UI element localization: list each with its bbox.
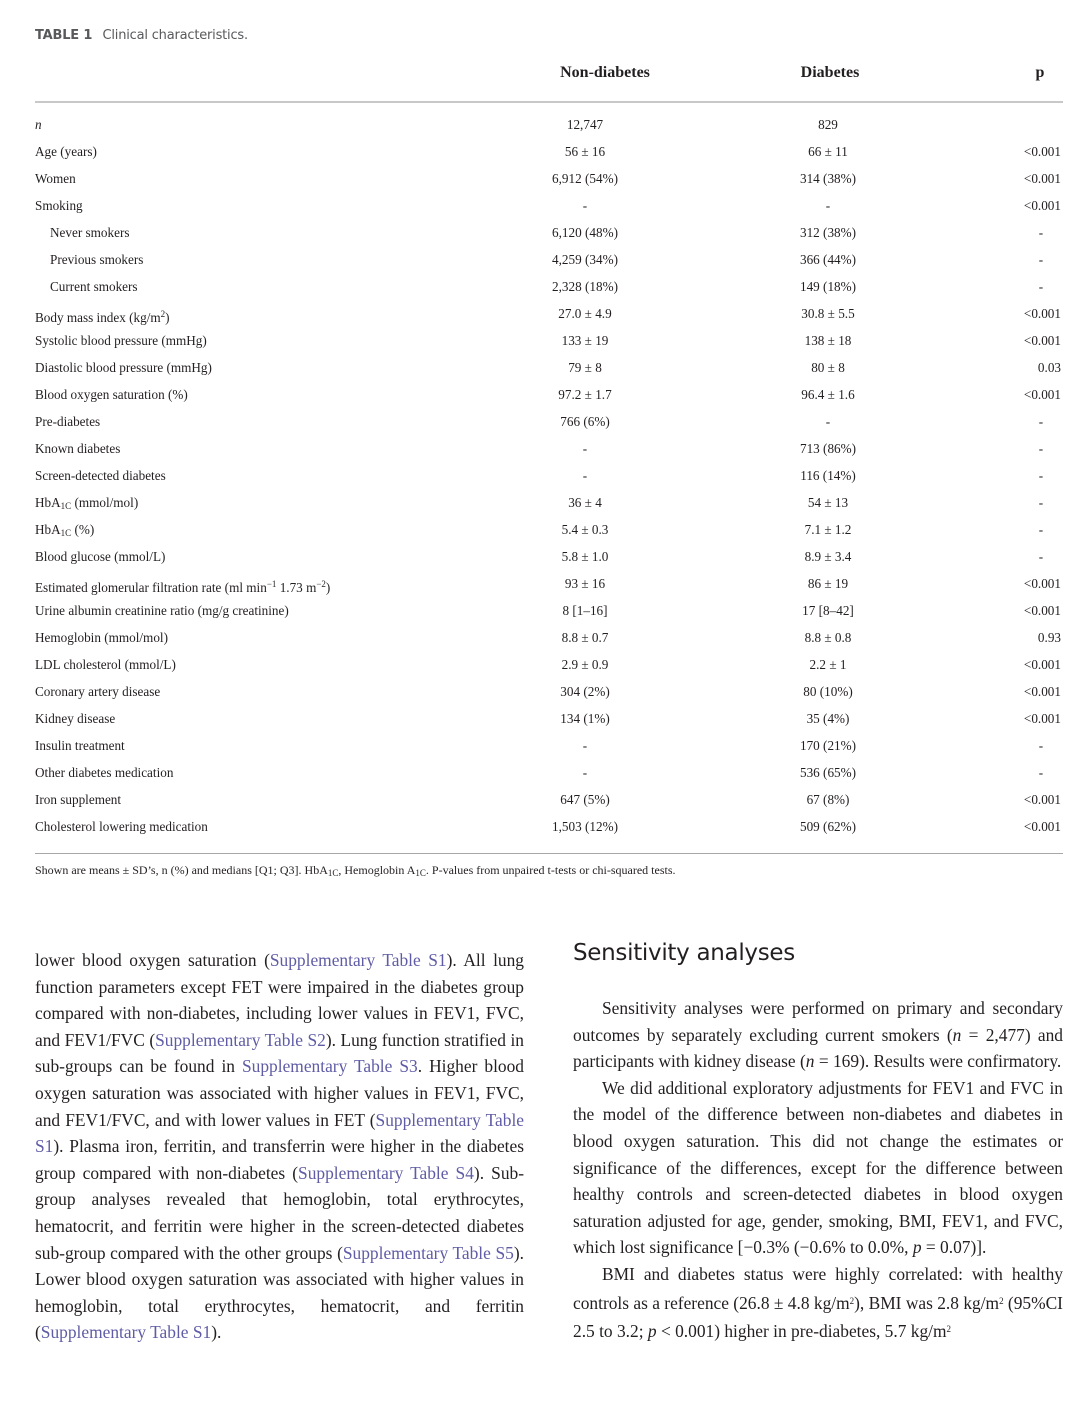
table-row [35,547,1063,574]
table-row [35,817,1063,844]
cell-diabetes: - [825,198,831,213]
table-row [35,331,1063,358]
body-text: ). [211,1322,222,1343]
table-row [35,520,1063,547]
cell-p-value: <0.001 [1023,306,1061,321]
row-label: Urine albumin creatinine ratio (mg/g creatinine) [35,603,289,618]
cell-non-diabetes: 2,328 (18%) [552,279,618,294]
row-label: Coronary artery disease [35,684,161,699]
column-header-diabetes: Diabetes [800,64,860,81]
body-text-left-column [35,947,524,1346]
supplementary-table-link[interactable]: Supplementary Table S4 [298,1162,474,1183]
cell-p-value: - [1038,468,1044,483]
section-heading: Sensitivity analyses [573,940,795,966]
cell-non-diabetes: - [582,198,588,213]
column-header-p: p [1035,64,1045,81]
cell-non-diabetes: 27.0 ± 4.9 [558,306,612,321]
table-row [35,655,1063,682]
cell-p-value: - [1038,522,1044,537]
cell-diabetes: 67 (8%) [806,792,850,807]
cell-non-diabetes: 36 ± 4 [568,495,602,510]
cell-p-value: <0.001 [1023,198,1061,213]
cell-diabetes: 312 (38%) [799,225,857,240]
row-label: Other diabetes medication [35,765,174,780]
cell-diabetes: 7.1 ± 1.2 [804,522,852,537]
cell-diabetes: 116 (14%) [800,468,856,483]
cell-diabetes: 8.9 ± 3.4 [804,549,852,564]
cell-p-value: <0.001 [1023,144,1061,159]
cell-non-diabetes: 5.4 ± 0.3 [561,522,609,537]
section-body [573,995,1063,1345]
row-label: Kidney disease [35,711,116,726]
body-text: ). Sub-group analyses revealed that hemoglobin, total erythrocytes, hematocrit, and ferritin were higher in the screen-detected diabetes sub-group compared with the other groups ( [35,1162,524,1263]
cell-non-diabetes: 12,747 [566,117,604,132]
table-body [35,115,1063,844]
footnote-text: Shown are means ± SD’s, n (%) and medians [Q1; Q3]. HbA [35,863,328,877]
supplementary-table-link[interactable]: Supplementary Table S1 [35,1109,525,1157]
cell-p-value: - [1038,765,1044,780]
table-row [35,682,1063,709]
table-footnote [35,863,676,878]
table-header [35,64,1063,86]
row-label: n [35,117,42,132]
table-caption-title: Clinical characteristics. [102,28,248,43]
footnote-text: . P-values from unpaired t-tests or chi-squared tests. [425,863,676,877]
cell-non-diabetes: 93 ± 16 [564,576,606,591]
table-row [35,709,1063,736]
cell-diabetes: 80 (10%) [803,684,853,699]
paragraph: Sensitivity analyses were performed on primary and secondary outcomes by separately excluding current smokers (n = 2,477) and participants with kidney disease (n = 169). Results were confirmatory. [573,998,1063,1072]
cell-non-diabetes: 133 ± 19 [561,333,609,348]
body-text: ). Lung function stratified in sub-groups can be found in [35,1029,524,1077]
row-label: Insulin treatment [35,738,125,753]
row-label: HbA$_{1C}$ (mmol/mol) [35,495,139,511]
cell-non-diabetes: - [582,441,588,456]
table-row [35,736,1063,763]
row-label: Known diabetes [35,441,121,456]
table-bottom-rule [35,853,1063,854]
cell-diabetes: 829 [818,117,838,132]
cell-non-diabetes: 79 ± 8 [568,360,602,375]
body-text: ). All lung function parameters except FET were impaired in the diabetes group compared with non-diabetes, including lower values in FEV1, FVC, and FEV1/FVC ( [35,950,524,1050]
cell-p-value: <0.001 [1023,333,1061,348]
cell-non-diabetes: 647 (5%) [560,792,610,807]
cell-non-diabetes: 6,120 (48%) [552,225,618,240]
cell-p-value: 0.93 [1037,630,1061,645]
cell-p-value: - [1038,738,1044,753]
table-row [35,574,1063,601]
body-text: ). Plasma iron, ferritin, and transferrin were higher in the diabetes group compared with non-diabetes ( [35,1136,524,1183]
supplementary-table-link[interactable]: Supplementary Table S1 [40,1322,212,1343]
table-row [35,115,1063,142]
cell-p-value: - [1038,549,1044,564]
row-label: Estimated glomerular filtration rate (ml $\min^{-1} 1.73$ $m^{-2}$) [35,579,331,595]
row-label: Diastolic blood pressure (mmHg) [35,360,212,375]
table-row [35,439,1063,466]
table-row [35,304,1063,331]
row-label: Women [35,171,76,186]
footnote-subscript: 1C [415,868,426,878]
cell-diabetes: 17 [8–42] [802,603,854,618]
cell-diabetes: 536 (65%) [799,765,857,780]
supplementary-table-link[interactable]: Supplementary Table S5 [342,1242,514,1263]
body-text: ). Lower blood oxygen saturation was associated with higher values in hemoglobin, total erythrocytes, hematocrit, and ferritin ( [35,1242,524,1343]
row-label: Pre-diabetes [35,414,101,429]
cell-p-value: <0.001 [1023,576,1061,591]
cell-diabetes: 713 (86%) [799,441,857,456]
row-label: Blood glucose (mmol/L) [35,549,166,564]
cell-non-diabetes: - [582,468,588,483]
table-row [35,358,1063,385]
cell-non-diabetes: - [582,738,588,753]
cell-non-diabetes: 4,259 (34%) [552,252,618,267]
table-row [35,412,1063,439]
row-label: Age (years) [35,144,97,159]
cell-p-value: <0.001 [1023,792,1061,807]
row-label: Body mass index $(kg/m^2)$ [35,309,170,325]
cell-non-diabetes: 2.9 ± 0.9 [561,657,609,672]
table-row [35,223,1063,250]
cell-non-diabetes: 5.8 ± 1.0 [561,549,609,564]
table-row [35,601,1063,628]
cell-non-diabetes: 8 [1–16] [562,603,608,618]
cell-p-value: <0.001 [1023,603,1061,618]
row-label: Never smokers [50,225,130,240]
table-row [35,169,1063,196]
cell-p-value: - [1038,495,1044,510]
cell-p-value: <0.001 [1023,387,1061,402]
table-caption [35,28,248,43]
row-label: Iron supplement [35,792,122,807]
row-label: LDL cholesterol (mmol/L) [35,657,176,672]
table-row [35,493,1063,520]
table-top-rule [35,101,1063,103]
cell-diabetes: - [825,414,831,429]
row-label: Smoking [35,198,83,213]
cell-non-diabetes: 56 ± 16 [564,144,606,159]
row-label: Current smokers [50,279,138,294]
cell-non-diabetes: - [582,765,588,780]
cell-p-value: <0.001 [1023,684,1061,699]
cell-non-diabetes: 6,912 (54%) [552,171,618,186]
paragraph: We did additional exploratory adjustments for FEV1 and FVC in the model of the difference between non-diabetes and diabetes in blood oxygen saturation. This did not change the estimates or significance of the differences, except for the difference between healthy controls and screen-detected diabetes in blood oxygen saturation adjusted for age, gender, smoking, BMI, FEV1, and FVC, which lost significance [−0.3% (−0.6% to 0.0%, p = 0.07)]. [573,1077,1063,1258]
cell-diabetes: 314 (38%) [799,171,857,186]
cell-p-value: 0.03 [1037,360,1061,375]
cell-diabetes: 86 ± 19 [807,576,849,591]
table-row [35,466,1063,493]
cell-p-value: <0.001 [1023,171,1061,186]
table-row [35,196,1063,223]
cell-diabetes: 170 (21%) [799,738,857,753]
cell-p-value: - [1038,252,1044,267]
cell-diabetes: 149 (18%) [799,279,857,294]
table-row [35,385,1063,412]
row-label: HbA$_{1C}$ (%) [35,522,95,538]
cell-non-diabetes: 134 (1%) [560,711,610,726]
cell-p-value: - [1038,414,1044,429]
table-row [35,277,1063,304]
row-label: Cholesterol lowering medication [35,819,208,834]
cell-diabetes: 2.2 ± 1 [809,657,847,672]
cell-diabetes: 8.8 ± 0.8 [804,630,852,645]
row-label: Blood oxygen saturation (%) [35,387,188,402]
body-text: lower blood oxygen saturation ( [35,950,270,970]
cell-diabetes: 366 (44%) [799,252,857,267]
row-label: Systolic blood pressure (mmHg) [35,333,207,348]
cell-p-value: - [1038,279,1044,294]
cell-diabetes: 30.8 ± 5.5 [801,306,855,321]
cell-diabetes: 35 (4%) [806,711,850,726]
cell-non-diabetes: 97.2 ± 1.7 [558,387,612,402]
table-row [35,250,1063,277]
table-row [35,142,1063,169]
cell-diabetes: 138 ± 18 [804,333,852,348]
cell-diabetes: 80 ± 8 [811,360,845,375]
supplementary-table-link[interactable]: Supplementary Table S2 [155,1029,326,1050]
row-label: Previous smokers [50,252,144,267]
cell-non-diabetes: 1,503 (12%) [552,819,618,834]
footnote-subscript: 1C [327,868,339,878]
body-text: . Higher blood oxygen saturation was associated with higher values in FEV1, FVC, and FEV1/FVC, and with lower values in FET ( [35,1056,524,1130]
cell-diabetes: 509 (62%) [799,819,857,834]
column-header-non-diabetes: Non-diabetes [560,64,650,81]
body-text-right-column [573,940,1063,1345]
table-caption-label: TABLE 1 [35,28,93,43]
cell-non-diabetes: 766 (6%) [560,414,610,429]
table-row [35,628,1063,655]
table-row [35,790,1063,817]
row-label: Screen-detected diabetes [35,468,166,483]
supplementary-table-link[interactable]: Supplementary Table S1 [269,950,447,970]
paragraph: BMI and diabetes status were highly correlated: with healthy controls as a reference (26.8 ± 4.8 $kg/m^2$), BMI was 2.8 $kg/m^2$ (95%CI 2.5 to 3.2; p < 0.001) higher in pre-diabetes, 5.7 $kg/m^2$ [573,1263,1063,1342]
cell-diabetes: 96.4 ± 1.6 [801,387,855,402]
row-label: Hemoglobin (mmol/mol) [35,630,168,645]
cell-p-value: <0.001 [1023,711,1061,726]
cell-non-diabetes: 304 (2%) [560,684,610,699]
supplementary-table-link[interactable]: Supplementary Table S3 [241,1056,418,1077]
cell-p-value: <0.001 [1023,657,1061,672]
cell-p-value: - [1038,441,1044,456]
cell-diabetes: 54 ± 13 [807,495,849,510]
cell-non-diabetes: 8.8 ± 0.7 [561,630,609,645]
cell-diabetes: 66 ± 11 [808,144,848,159]
cell-p-value: <0.001 [1023,819,1061,834]
table-row [35,763,1063,790]
cell-p-value: - [1038,225,1044,240]
footnote-text: , Hemoglobin A [338,863,416,877]
